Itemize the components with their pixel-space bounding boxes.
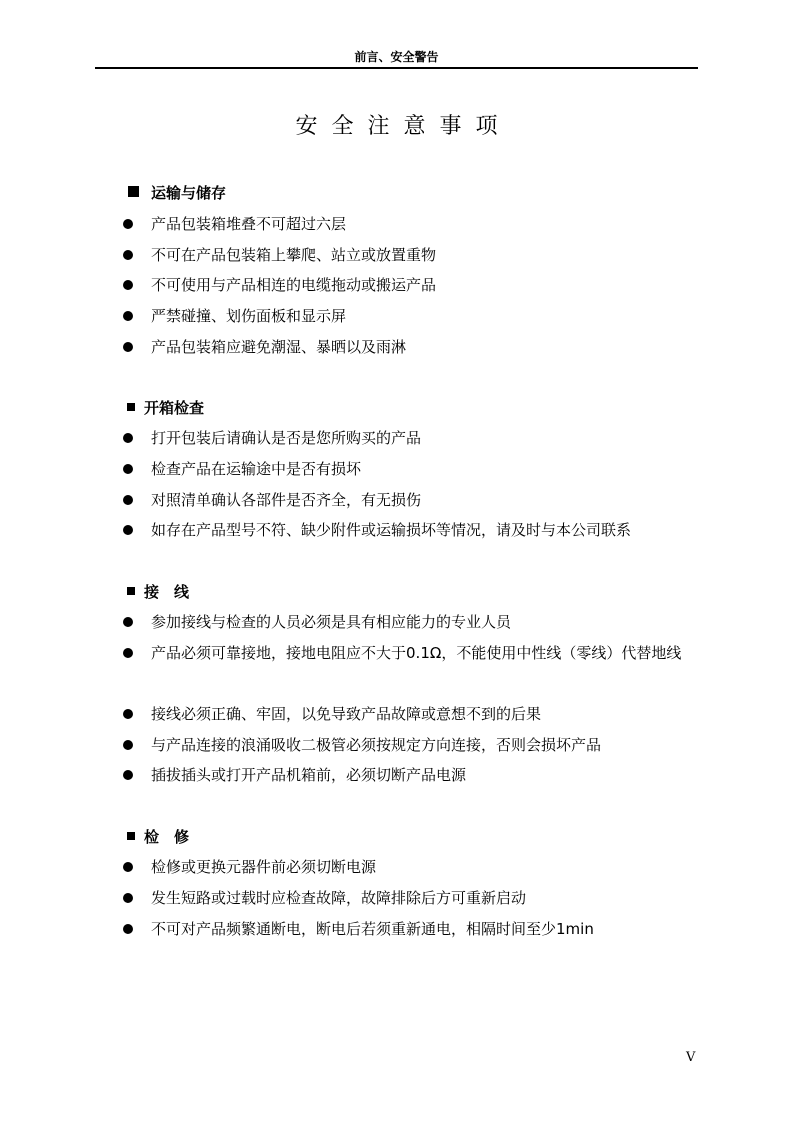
list-item-text: 发生短路或过载时应检查故障，故障排除后方可重新启动 <box>151 889 527 907</box>
bullet-icon <box>123 495 133 505</box>
list-item-text: 打开包装后请确认是否是您所购买的产品 <box>151 429 422 447</box>
list-item <box>0 332 793 362</box>
bullet-icon <box>123 862 133 872</box>
section-heading-label: 检 修 <box>144 828 190 846</box>
bullet-icon <box>123 709 133 719</box>
list-item <box>0 454 793 484</box>
bullet-icon <box>123 740 133 750</box>
bullet-icon <box>123 280 133 290</box>
bullet-icon <box>123 311 133 321</box>
bullet-icon <box>123 617 133 627</box>
list-item <box>0 209 793 239</box>
section-heading-unboxing-inspection <box>126 393 204 423</box>
list-item <box>0 423 793 453</box>
list-item <box>0 638 793 700</box>
list-item-text: 检查产品在运输途中是否有损坏 <box>151 460 362 478</box>
list-item-text: 接线必须正确、牢固，以免导致产品故障或意想不到的后果 <box>151 705 542 723</box>
bullet-icon <box>123 433 133 443</box>
list-item-text: 产品包装箱堆叠不可超过六层 <box>151 215 347 233</box>
list-item-text: 插拔插头或打开产品机箱前，必须切断产品电源 <box>151 766 467 784</box>
list-item-text: 产品必须可靠接地，接地电阻应不大于0.1Ω，不能使用中性线（零线）代替地线 <box>151 644 682 662</box>
bullet-icon <box>123 924 133 934</box>
section-heading-label: 接 线 <box>144 583 190 601</box>
square-bullet-icon <box>127 832 135 840</box>
bullet-icon <box>123 464 133 474</box>
list-item <box>0 240 793 270</box>
running-header: 前言、安全警告 <box>354 50 439 64</box>
list-item-text: 严禁碰撞、划伤面板和显示屏 <box>151 307 347 325</box>
list-item <box>0 883 793 913</box>
list-item-text: 不可对产品频繁通断电，断电后若须重新通电，相隔时间至少1min <box>151 920 594 938</box>
list-item-text: 参加接线与检查的人员必须是具有相应能力的专业人员 <box>151 613 512 631</box>
section-heading-label: 运输与储存 <box>151 184 227 202</box>
page-number: V <box>686 1050 696 1065</box>
bullet-icon <box>123 525 133 535</box>
list-item-text: 对照清单确认各部件是否齐全，有无损伤 <box>151 491 422 509</box>
bullet-icon <box>123 893 133 903</box>
list-item <box>0 730 793 760</box>
section-heading-wiring <box>126 577 189 607</box>
bullet-icon <box>123 250 133 260</box>
bullet-icon <box>123 342 133 352</box>
square-bullet-icon <box>127 587 135 595</box>
square-bullet-icon <box>127 403 135 411</box>
list-item <box>0 852 793 882</box>
list-item <box>0 699 793 729</box>
list-item-text: 不可使用与产品相连的电缆拖动或搬运产品 <box>151 276 437 294</box>
list-item-text: 不可在产品包装箱上攀爬、站立或放置重物 <box>151 246 437 264</box>
bullet-icon <box>123 770 133 780</box>
square-bullet-icon <box>128 186 139 197</box>
list-item <box>0 760 793 790</box>
list-item <box>0 914 793 944</box>
bullet-icon <box>123 648 133 658</box>
header-divider <box>95 67 698 69</box>
section-heading-transport-storage <box>126 178 226 208</box>
bullet-icon <box>123 219 133 229</box>
page-title: 安全注意事项 <box>295 114 512 139</box>
list-item <box>0 515 793 545</box>
list-item <box>0 270 793 300</box>
list-item <box>0 607 793 637</box>
list-item-text: 产品包装箱应避免潮湿、暴晒以及雨淋 <box>151 338 407 356</box>
list-item-text: 检修或更换元器件前必须切断电源 <box>151 858 377 876</box>
list-item <box>0 301 793 331</box>
list-item <box>0 485 793 515</box>
list-item-text: 如存在产品型号不符、缺少附件或运输损坏等情况，请及时与本公司联系 <box>151 521 632 539</box>
section-heading-label: 开箱检查 <box>144 399 205 417</box>
list-item-text: 与产品连接的浪涌吸收二极管必须按规定方向连接，否则会损坏产品 <box>151 736 602 754</box>
section-heading-maintenance <box>126 822 189 852</box>
